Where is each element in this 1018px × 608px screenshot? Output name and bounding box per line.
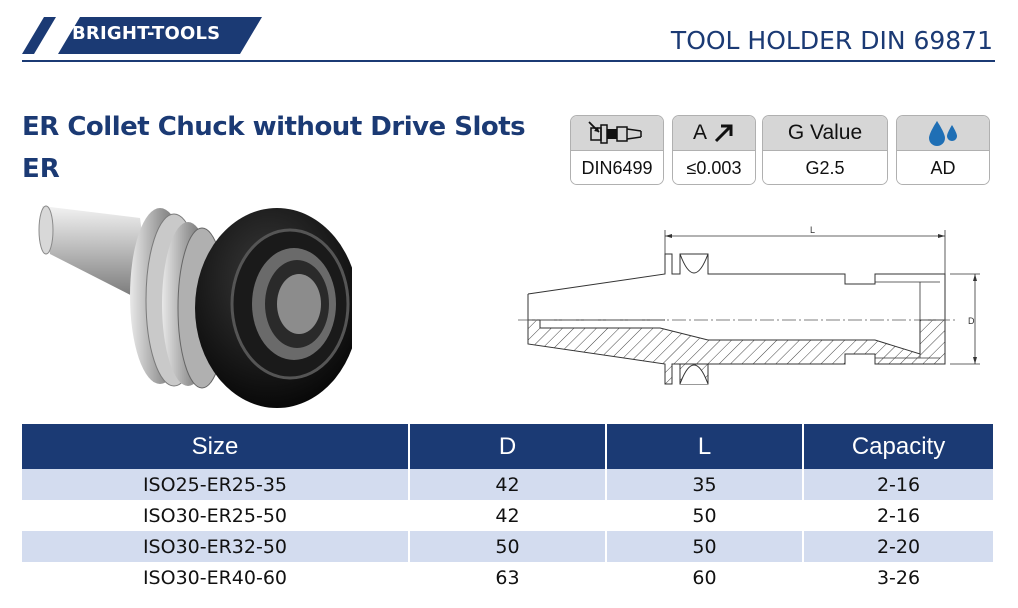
column-header-size: Size <box>22 424 409 469</box>
cell-size: ISO30-ER32-50 <box>22 531 409 562</box>
table-row <box>22 562 993 593</box>
cell-l: 50 <box>606 531 803 562</box>
cell-l: 60 <box>606 562 803 593</box>
spec-box-coolant <box>896 115 990 185</box>
drawing-length-label: L <box>810 225 816 235</box>
cell-capacity: 2-20 <box>803 531 993 562</box>
spec-box-standard-header <box>571 116 663 150</box>
column-header-capacity: Capacity <box>803 424 993 469</box>
cell-d: 42 <box>409 500 606 531</box>
table-header-row <box>22 424 993 469</box>
accuracy-arrow-icon <box>713 122 735 144</box>
table-row <box>22 531 993 562</box>
page-header-title: TOOL HOLDER DIN 69871 <box>670 26 993 55</box>
spec-balance-value: G2.5 <box>763 150 887 185</box>
cell-d: 63 <box>409 562 606 593</box>
cell-size: ISO30-ER40-60 <box>22 562 409 593</box>
cell-capacity: 3-26 <box>803 562 993 593</box>
header-divider <box>22 60 995 62</box>
spec-box-accuracy-header <box>673 116 755 150</box>
product-photo <box>22 196 352 416</box>
cell-d: 50 <box>409 531 606 562</box>
product-subtitle: ER <box>22 154 60 184</box>
cell-capacity: 2-16 <box>803 500 993 531</box>
spec-box-accuracy <box>672 115 756 185</box>
coolant-drops-icon <box>925 119 961 147</box>
cell-d: 42 <box>409 469 606 500</box>
size-table <box>22 424 993 593</box>
spec-accuracy-value: ≤0.003 <box>673 150 755 185</box>
cell-size: ISO30-ER25-50 <box>22 500 409 531</box>
spec-coolant-value: AD <box>897 150 989 185</box>
cell-l: 35 <box>606 469 803 500</box>
column-header-l: L <box>606 424 803 469</box>
brand-name: BRIGHT-TOOLS <box>72 23 221 44</box>
technical-drawing <box>510 222 985 397</box>
spec-box-balance <box>762 115 888 185</box>
column-header-d: D <box>409 424 606 469</box>
spec-accuracy-label: A <box>692 121 707 144</box>
table-row <box>22 469 993 500</box>
drawing-diameter-label: D <box>968 316 975 326</box>
spec-box-standard <box>570 115 664 185</box>
spec-balance-label: G Value <box>763 116 887 150</box>
cell-l: 50 <box>606 500 803 531</box>
product-title: ER Collet Chuck without Drive Slots <box>22 112 526 142</box>
brand-logo <box>22 17 262 54</box>
spec-standard-value: DIN6499 <box>571 150 663 185</box>
cell-capacity: 2-16 <box>803 469 993 500</box>
spec-box-coolant-header <box>897 116 989 150</box>
tool-holder-icon <box>587 120 647 146</box>
cell-size: ISO25-ER25-35 <box>22 469 409 500</box>
table-row <box>22 500 993 531</box>
